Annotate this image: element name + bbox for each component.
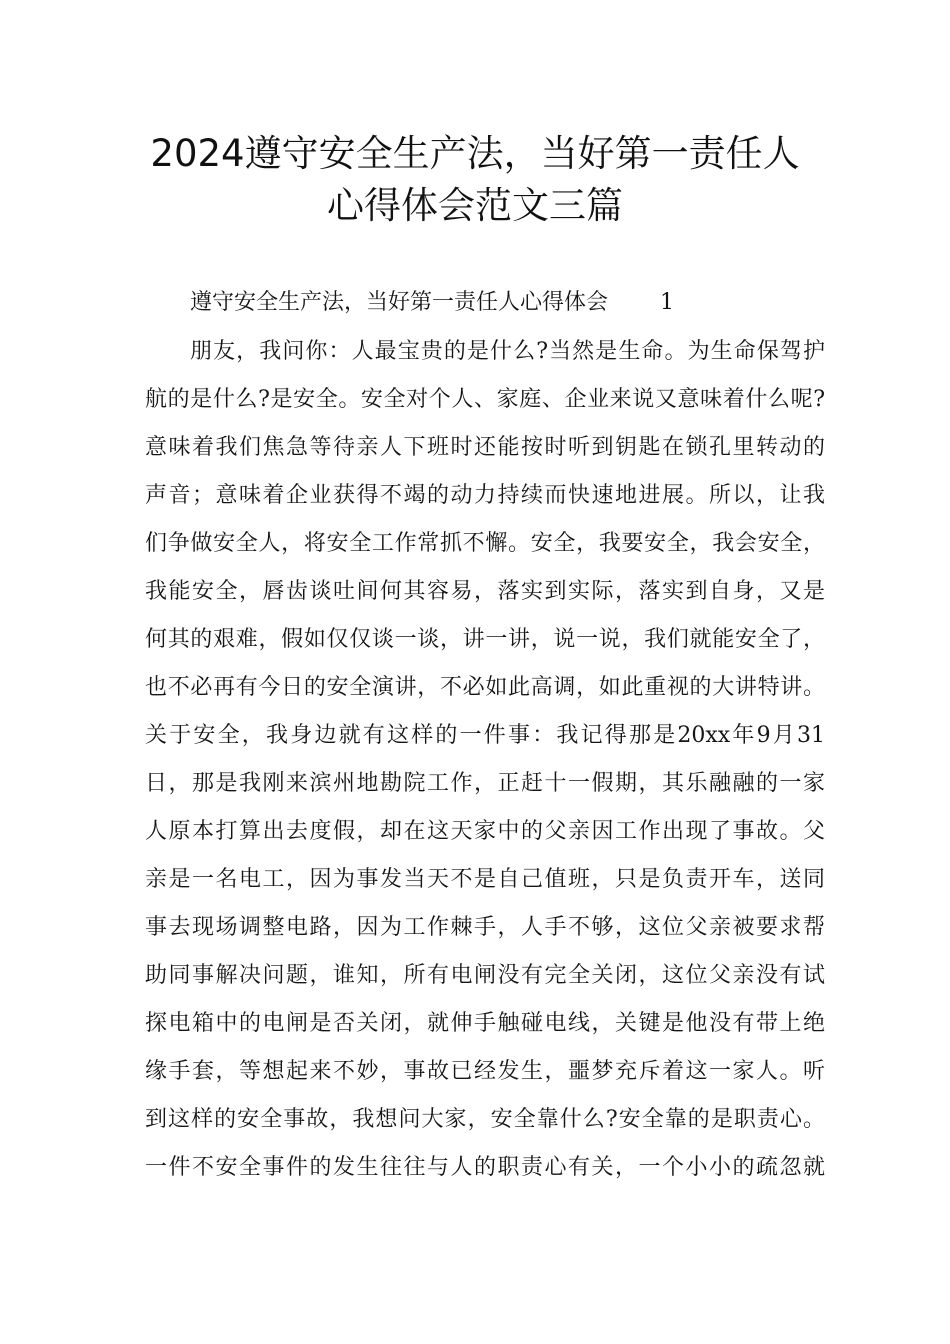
body-line: 到这样的安全事故，我想问大家，安全靠什么?安全靠的是职责心。 — [145, 1107, 825, 1132]
body-line: 也不必再有今日的安全演讲，不必如此高调，如此重视的大讲特讲。 — [145, 675, 825, 700]
document-title-line-1: 2024遵守安全生产法，当好第一责任人 — [150, 132, 800, 175]
body-line: 缘手套，等想起来不妙，事故已经发生，噩梦充斥着这一家人。听 — [145, 1059, 825, 1084]
section-number: 1 — [660, 290, 674, 315]
section-heading: 遵守安全生产法，当好第一责任人心得体会 — [190, 290, 609, 315]
body-line: 助同事解决问题，谁知，所有电闸没有完全关闭，这位父亲没有试 — [145, 963, 825, 988]
document-title-line-2: 心得体会范文三篇 — [327, 184, 623, 227]
body-line: 事去现场调整电路，因为工作棘手，人手不够，这位父亲被要求帮 — [145, 915, 825, 940]
body-line: 何其的艰难，假如仅仅谈一谈，讲一讲，说一说，我们就能安全了， — [145, 627, 825, 652]
body-line: 一件不安全事件的发生往往与人的职责心有关，一个小小的疏忽就 — [145, 1155, 825, 1180]
body-line: 人原本打算出去度假，却在这天家中的父亲因工作出现了事故。父 — [145, 819, 825, 844]
body-line: 们争做安全人，将安全工作常抓不懈。安全，我要安全，我会安全， — [145, 531, 825, 556]
body-line: 关于安全，我身边就有这样的一件事：我记得那是20xx年9月31 — [145, 723, 825, 748]
body-line: 亲是一名电工，因为事发当天不是自己值班，只是负责开车，送同 — [145, 867, 825, 892]
body-line: 日，那是我刚来滨州地勘院工作，正赶十一假期，其乐融融的一家 — [145, 771, 825, 796]
body-line: 意味着我们焦急等待亲人下班时还能按时听到钥匙在锁孔里转动的 — [145, 435, 825, 460]
body-line: 朋友，我问你：人最宝贵的是什么?当然是生命。为生命保驾护 — [190, 339, 825, 364]
body-line: 我能安全，唇齿谈吐间何其容易，落实到实际，落实到自身，又是 — [145, 579, 825, 604]
body-line: 航的是什么?是安全。安全对个人、家庭、企业来说又意味着什么呢? — [145, 387, 825, 412]
body-line: 声音；意味着企业获得不竭的动力持续而快速地进展。所以，让我 — [145, 483, 825, 508]
body-line: 探电箱中的电闸是否关闭，就伸手触碰电线，关键是他没有带上绝 — [145, 1011, 825, 1036]
